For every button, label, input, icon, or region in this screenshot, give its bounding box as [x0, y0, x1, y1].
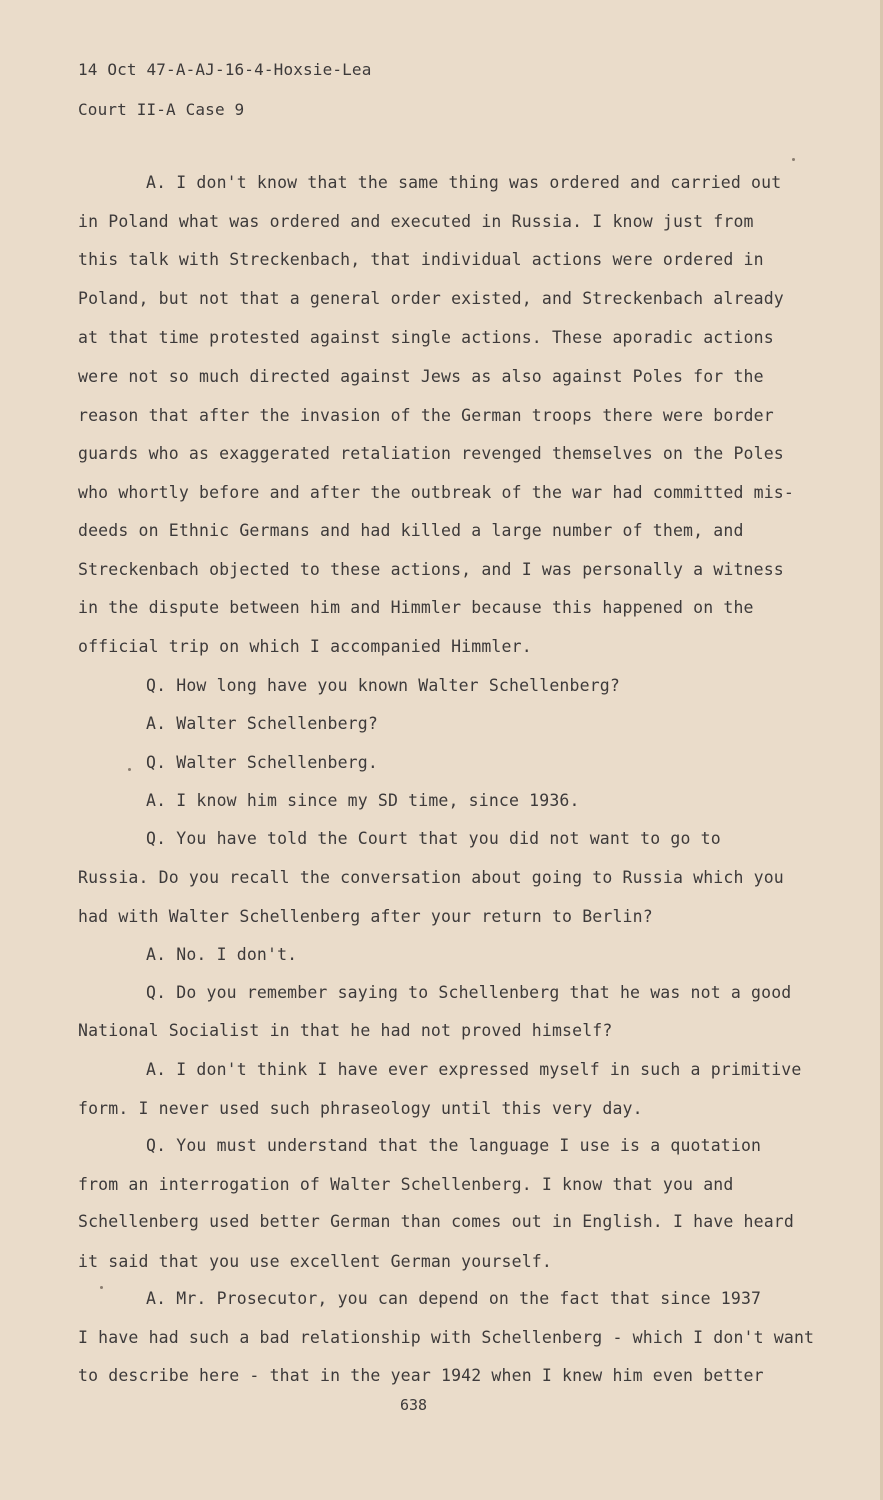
text-line: Q. You have told the Court that you did not want to go to — [146, 829, 721, 848]
text-line: Russia. Do you recall the conversation about going to Russia which you — [78, 868, 784, 887]
text-line: were not so much directed against Jews as also against Poles for the — [78, 367, 764, 386]
text-line: I have had such a bad relationship with Schellenberg - which I don't want — [78, 1328, 815, 1347]
text-line: who whortly before and after the outbreak of the war had committed mis- — [78, 483, 794, 502]
paper-speck — [128, 768, 131, 771]
text-line: Q. You must understand that the language I use is a quotation — [146, 1136, 762, 1155]
text-line: to describe here - that in the year 1942 when I knew him even better — [78, 1366, 764, 1385]
text-line: at that time protested against single actions. These aporadic actions — [78, 328, 774, 347]
text-line: official trip on which I accompanied Himmler. — [78, 637, 532, 656]
text-line: reason that after the invasion of the German troops there were border — [78, 406, 774, 425]
text-line: Q. Walter Schellenberg. — [146, 753, 378, 772]
text-line: National Socialist in that he had not proved himself? — [78, 1021, 613, 1040]
text-line: it said that you use excellent German yourself. — [78, 1252, 552, 1271]
text-line: A. I know him since my SD time, since 1936. — [146, 791, 580, 810]
page-number: 638 — [400, 1396, 428, 1414]
text-line: in Poland what was ordered and executed in Russia. I know just from — [78, 212, 754, 231]
header-line-2: Court II-A Case 9 — [78, 100, 245, 119]
text-line: deeds on Ethnic Germans and had killed a large number of them, and — [78, 521, 744, 540]
text-line: A. I don't think I have ever expressed myself in such a primitive — [146, 1060, 802, 1079]
text-line: A. Mr. Prosecutor, you can depend on the fact that since 1937 — [146, 1289, 762, 1308]
text-line: A. Walter Schellenberg? — [146, 714, 378, 733]
text-line: A. No. I don't. — [146, 945, 298, 964]
header-line-1: 14 Oct 47-A-AJ-16-4-Hoxsie-Lea — [78, 60, 372, 79]
text-line: Q. How long have you known Walter Schellenberg? — [146, 676, 620, 695]
text-line: Q. Do you remember saying to Schellenberg that he was not a good — [146, 983, 792, 1002]
text-line: had with Walter Schellenberg after your return to Berlin? — [78, 907, 653, 926]
text-line: in the dispute between him and Himmler because this happened on the — [78, 598, 754, 617]
text-line: A. I don't know that the same thing was ordered and carried out — [146, 173, 782, 192]
paper-speck — [100, 1286, 103, 1289]
text-line: Poland, but not that a general order existed, and Streckenbach already — [78, 289, 784, 308]
text-line: guards who as exaggerated retaliation revenged themselves on the Poles — [78, 444, 784, 463]
text-line: Streckenbach objected to these actions, and I was personally a witness — [78, 560, 784, 579]
text-line: this talk with Streckenbach, that individual actions were ordered in — [78, 250, 764, 269]
paper-speck — [792, 158, 795, 161]
text-line: form. I never used such phraseology until this very day. — [78, 1099, 643, 1118]
text-line: Schellenberg used better German than comes out in English. I have heard — [78, 1212, 794, 1231]
text-line: from an interrogation of Walter Schellenberg. I know that you and — [78, 1175, 734, 1194]
